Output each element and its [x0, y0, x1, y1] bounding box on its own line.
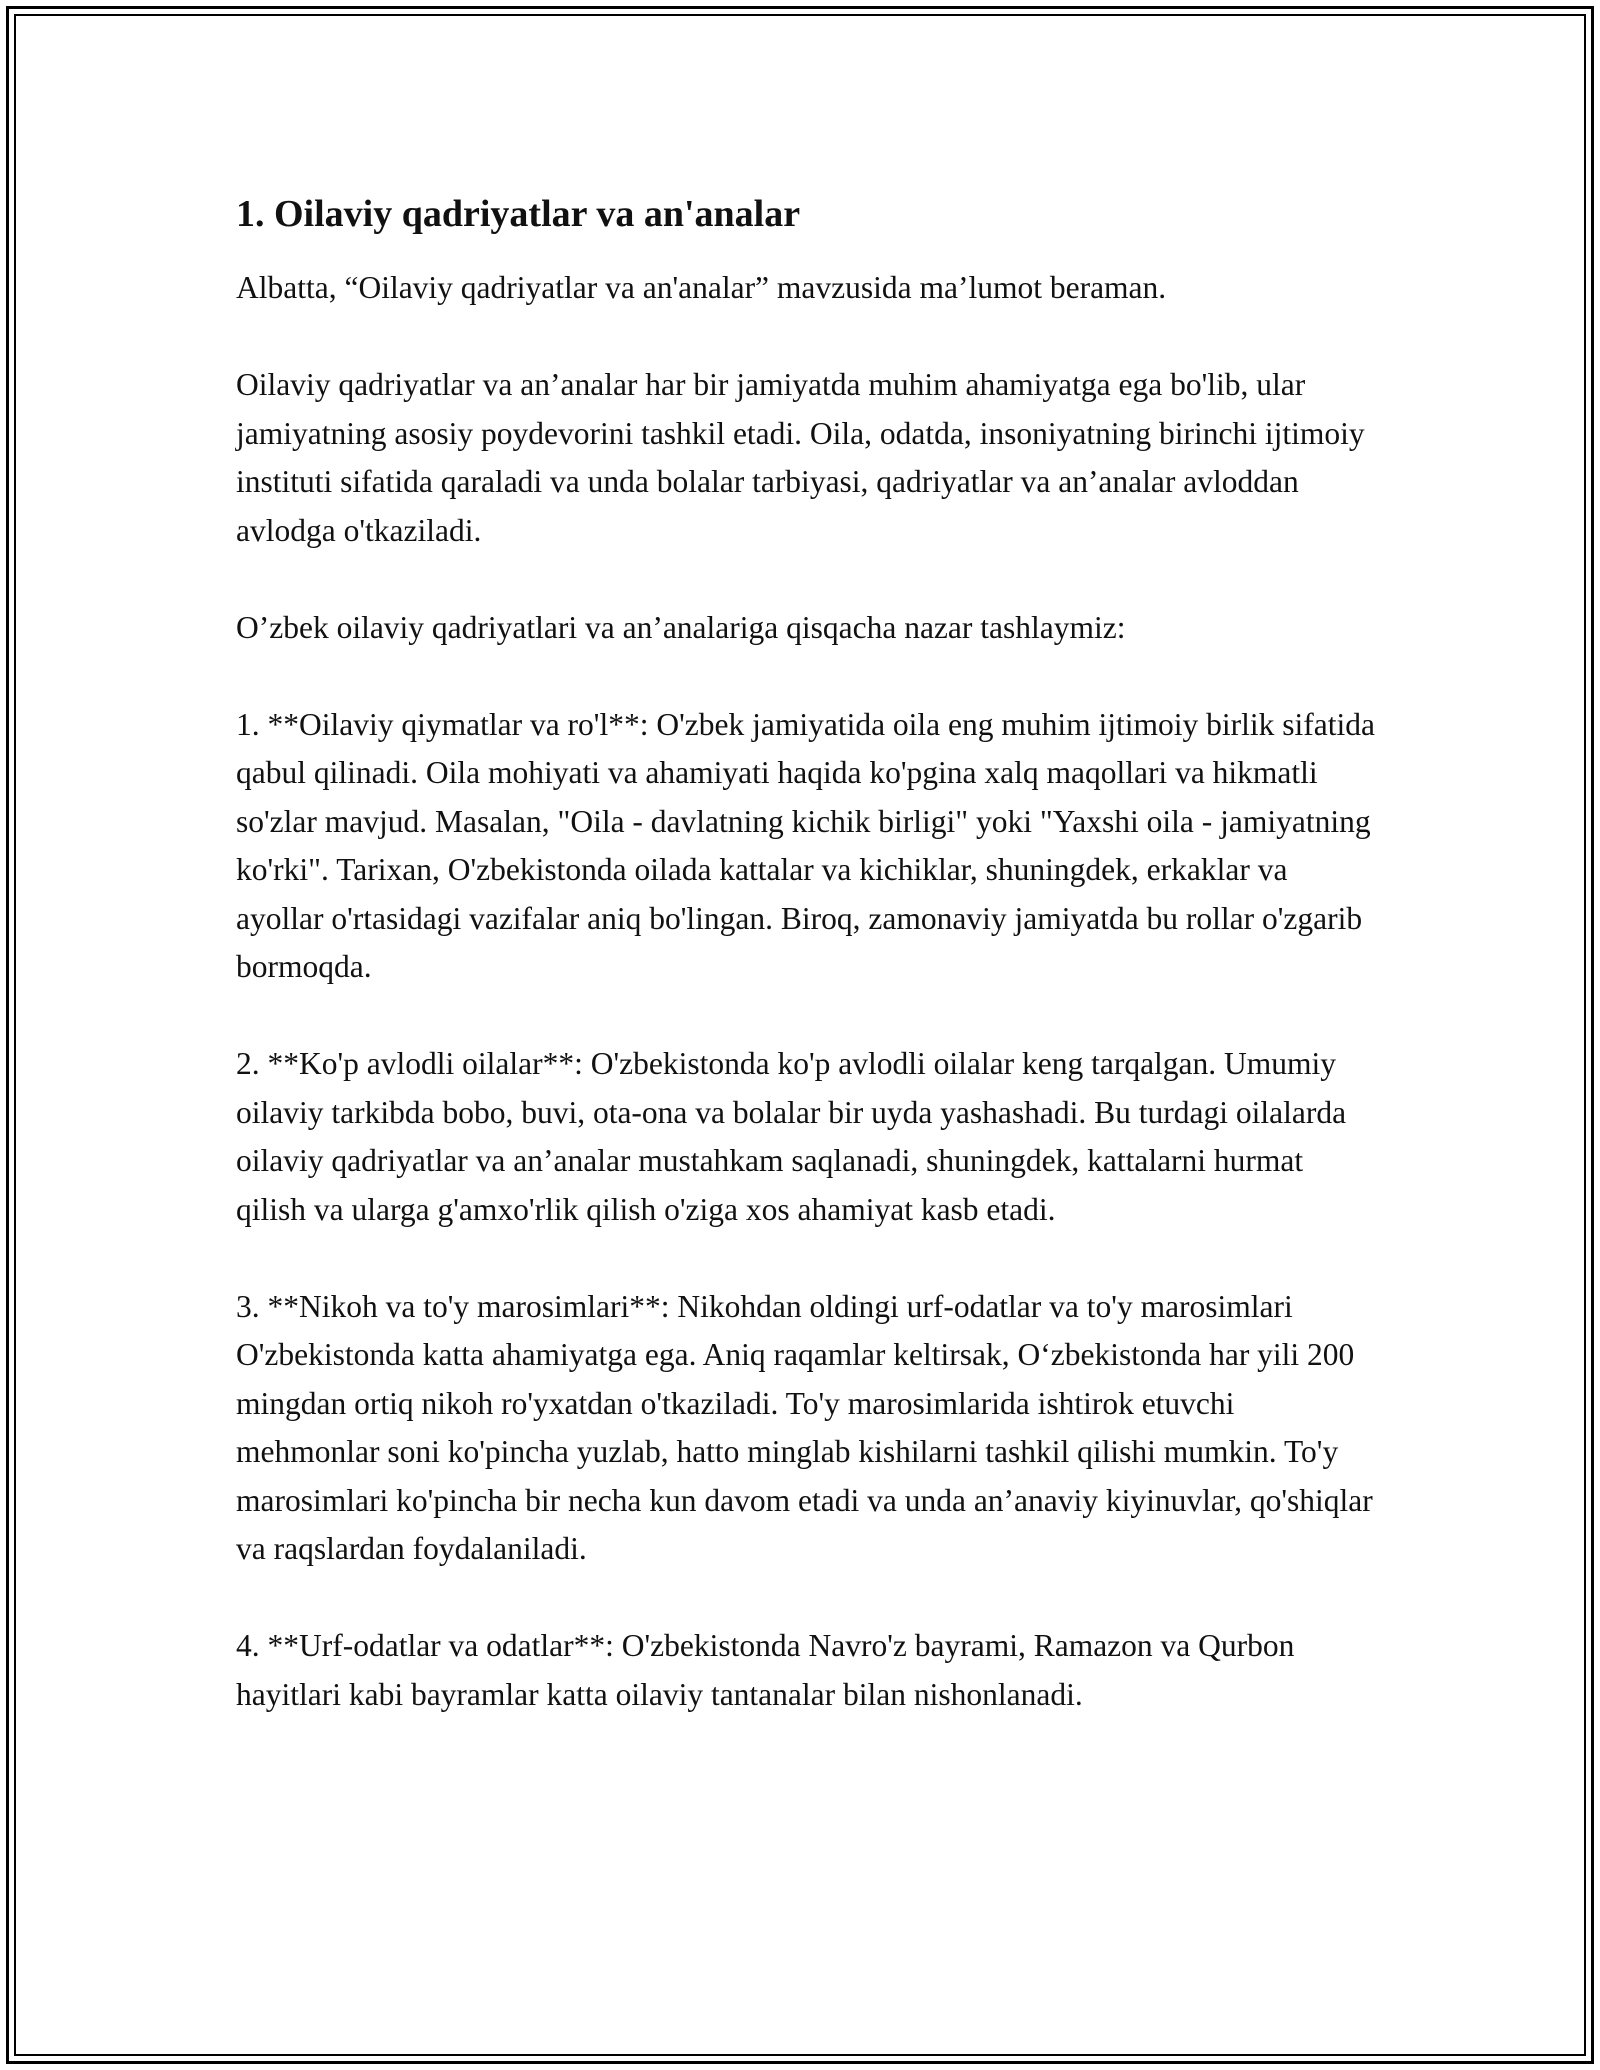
intro-paragraph: Albatta, “Oilaviy qadriyatlar va an'analar” mavzusida ma’lumot beraman. [236, 270, 1167, 305]
list-item-multigenerational-families: 2. **Ko'p avlodli oilalar**: O'zbekistonda ko'p avlodli oilalar keng tarqalgan. Umumiy oilaviy tarkibda bobo, buvi, ota-ona va bolalar bir uyda yashashadi. Bu turdagi oilalarda oilaviy qadriyatlar va an’analar mustahkam saqlanadi, shuningdek, kattalarni hurmat qilish va ularga g'amxo'rlik qilish o'ziga xos ahamiyat kasb etadi. [236, 1046, 1347, 1227]
lead-in-paragraph: O’zbek oilaviy qadriyatlari va an’analariga qisqacha nazar tashlaymiz: [236, 609, 1126, 645]
document-title: 1. Oilaviy qadriyatlar va an'analar [236, 193, 801, 235]
document-body [236, 186, 1376, 1768]
overview-paragraph: Oilaviy qadriyatlar va an’analar har bir jamiyatda muhim ahamiyatga ega bo'lib, ular jamiyatning asosiy poydevorini tashkil etadi. Oila, odatda, insoniyatning birinchi ijtimoiy instituti sifatida qaraladi va unda bolalar tarbiyasi, qadriyatlar va an’analar avloddan avlodga o'tkaziladi. [236, 367, 1365, 548]
list-item-customs: 4. **Urf-odatlar va odatlar**: O'zbekistonda Navro'z bayrami, Ramazon va Qurbon hayitlari kabi bayramlar katta oilaviy tantanalar bilan nishonlanadi. [236, 1628, 1295, 1712]
list-item-family-values: 1. **Oilaviy qiymatlar va ro'l**: O'zbek jamiyatida oila eng muhim ijtimoiy birlik sifatida qabul qilinadi. Oila mohiyati va ahamiyati haqida ko'pgina xalq maqollari va hikmatli so'zlar mavjud. Masalan, "Oila - davlatning kichik birligi" yoki "Yaxshi oila - jamiyatning ko'rki". Tarixan, O'zbekistonda oilada kattalar va kichiklar, shuningdek, erkaklar va ayollar o'rtasidagi vazifalar aniq bo'lingan. Biroq, zamonaviy jamiyatda bu rollar o'zgarib bormoqda. [236, 706, 1375, 984]
list-item-wedding-ceremonies: 3. **Nikoh va to'y marosimlari**: Nikohdan oldingi urf-odatlar va to'y marosimlari O'zbekistonda katta ahamiyatga ega. Aniq raqamlar keltirsak, O‘zbekistonda har yili 200 mingdan ortiq nikoh ro'yxatdan o'tkaziladi. To'y marosimlarida ishtirok etuvchi mehmonlar soni ko'pincha yuzlab, hatto minglab kishilarni tashkil qilishi mumkin. To'y marosimlari ko'pincha bir necha kun davom etadi va unda an’anaviy kiyinuvlar, qo'shiqlar va raqslardan foydalaniladi. [236, 1288, 1373, 1566]
